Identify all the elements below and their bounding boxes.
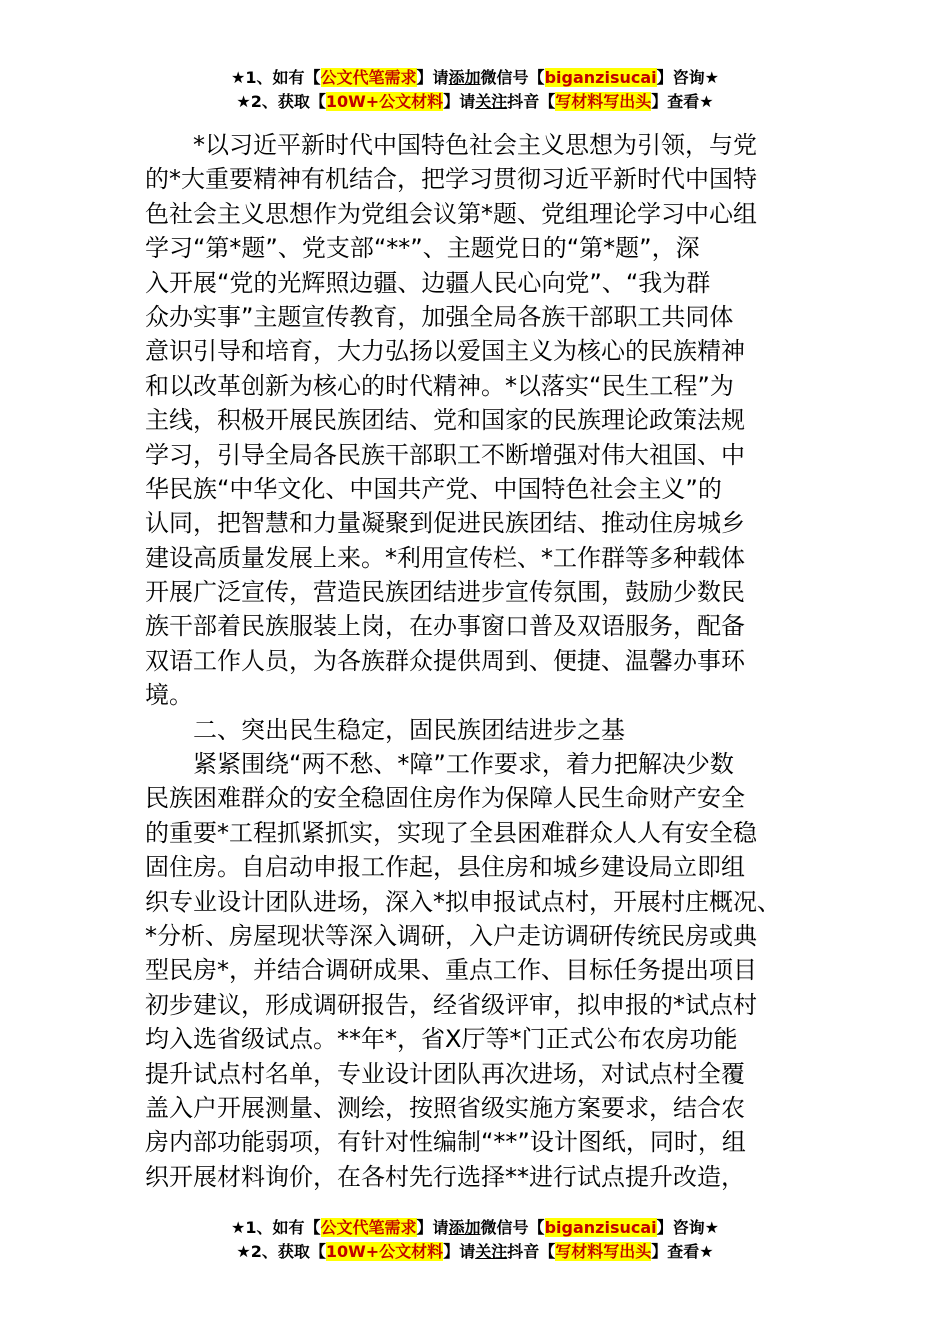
body-line: 学习，引导全局各民族干部职工不断增强对伟大祖国、中 [145,440,745,469]
body-line: 型民房*，并结合调研成果、重点工作、目标任务提出项目 [145,956,757,985]
promo-line-2 [0,1240,950,1264]
promo-text: ★2、获取【 [236,92,326,111]
body-line: 族干部着民族服装上岗，在办事窗口普及双语服务，配备 [145,612,745,641]
promo-highlight: biganzisucai [544,68,657,87]
promo-text: 】请 [443,1242,476,1261]
body-line: 房内部功能弱项，有针对性编制“**”设计图纸，同时，组 [145,1128,746,1157]
promo-highlight: 公文代笔需求 [320,1218,417,1237]
body-line: 织开展材料询价，在各村先行选择**进行试点提升改造， [145,1162,745,1191]
promo-text: 】查看★ [651,1242,714,1261]
body-line: 众办实事”主题宣传教育，加强全局各族干部职工共同体 [145,302,734,331]
body-line: 盖入户开展测量、测绘，按照省级实施方案要求，结合农 [145,1093,745,1122]
promo-text: 抖音【 [507,1242,556,1261]
document-body [145,128,815,1194]
top-promo-banner [0,66,950,114]
body-line: 和以改革创新为核心的时代精神。*以落实“民生工程”为 [145,371,734,400]
body-line: 色社会主义思想作为党组会议第*题、党组理论学习中心组 [145,199,757,228]
body-line: 境。 [145,681,193,710]
promo-text: 】查看★ [651,92,714,111]
promo-text: 】请 [416,1218,449,1237]
body-line: 华民族“中华文化、中国共产党、中国特色社会主义”的 [145,474,722,503]
promo-text: 】请 [416,68,449,87]
promo-line-2 [0,90,950,114]
promo-highlight: biganzisucai [544,1218,657,1237]
promo-line-1 [0,66,950,90]
promo-highlight: 公文代笔需求 [320,68,417,87]
promo-highlight: 写材料写出头 [555,1242,652,1261]
body-line: 的重要*工程抓紧抓实，实现了全县困难群众人人有安全稳 [145,818,757,847]
body-line: 意识引导和培育，大力弘扬以爱国主义为核心的民族精神 [145,337,745,366]
body-line: 学习“第*题”、党支部“**”、主题党日的“第*题”，深 [145,234,700,263]
body-line: 固住房。自启动申报工作起，县住房和城乡建设局立即组 [145,853,745,882]
promo-text: ★1、如有【 [231,68,321,87]
body-line: 紧紧围绕“两不愁、*障”工作要求，着力把解决少数 [193,750,734,779]
body-line: 主线，积极开展民族团结、党和国家的民族理论政策法规 [145,406,745,435]
body-line: 提升试点村名单，专业设计团队再次进场，对试点村全覆 [145,1059,745,1088]
promo-text: ★1、如有【 [231,1218,321,1237]
promo-line-1 [0,1216,950,1240]
body-line: 织专业设计团队进场，深入*拟申报试点村，开展村庄概况、 [145,887,781,916]
body-line: 入开展“党的光辉照边疆、边疆人民心向党”、“我为群 [145,268,711,297]
body-line: 认同，把智慧和力量凝聚到促进民族团结、推动住房城乡 [145,509,745,538]
promo-text: 】请 [443,92,476,111]
body-line: 建设高质量发展上来。*利用宣传栏、*工作群等多种载体 [145,543,745,572]
promo-text: ★2、获取【 [236,1242,326,1261]
body-line: 开展广泛宣传，营造民族团结进步宣传氛围，鼓励少数民 [145,578,745,607]
promo-highlight: 写材料写出头 [555,92,652,111]
body-line: *分析、房屋现状等深入调研，入户走访调研传统民房或典 [145,921,757,950]
promo-underline: 关注 [475,92,508,111]
body-line: 初步建议，形成调研报告，经省级评审，拟申报的*试点村 [145,990,757,1019]
promo-underline: 添加 [448,1218,481,1237]
body-line: 均入选省级试点。**年*，省X厅等*门正式公布农房功能 [145,1025,738,1054]
promo-underline: 添加 [448,68,481,87]
body-line: *以习近平新时代中国特色社会主义思想为引领，与党 [193,131,757,159]
body-line: 双语工作人员，为各族群众提供周到、便捷、温馨办事环 [145,646,745,675]
body-line: 的*大重要精神有机结合，把学习贯彻习近平新时代中国特 [145,165,757,194]
body-line: 二、突出民生稳定，固民族团结进步之基 [193,715,625,744]
promo-text: 】咨询★ [656,68,719,87]
promo-text: 微信号【 [480,68,545,87]
promo-text: 抖音【 [507,92,556,111]
promo-highlight: 10W+公文材料 [325,1242,444,1261]
promo-underline: 关注 [475,1242,508,1261]
promo-text: 微信号【 [480,1218,545,1237]
bottom-promo-banner [0,1216,950,1264]
body-line: 民族困难群众的安全稳固住房作为保障人民生命财产安全 [145,784,745,813]
promo-text: 】咨询★ [656,1218,719,1237]
promo-highlight: 10W+公文材料 [325,92,444,111]
